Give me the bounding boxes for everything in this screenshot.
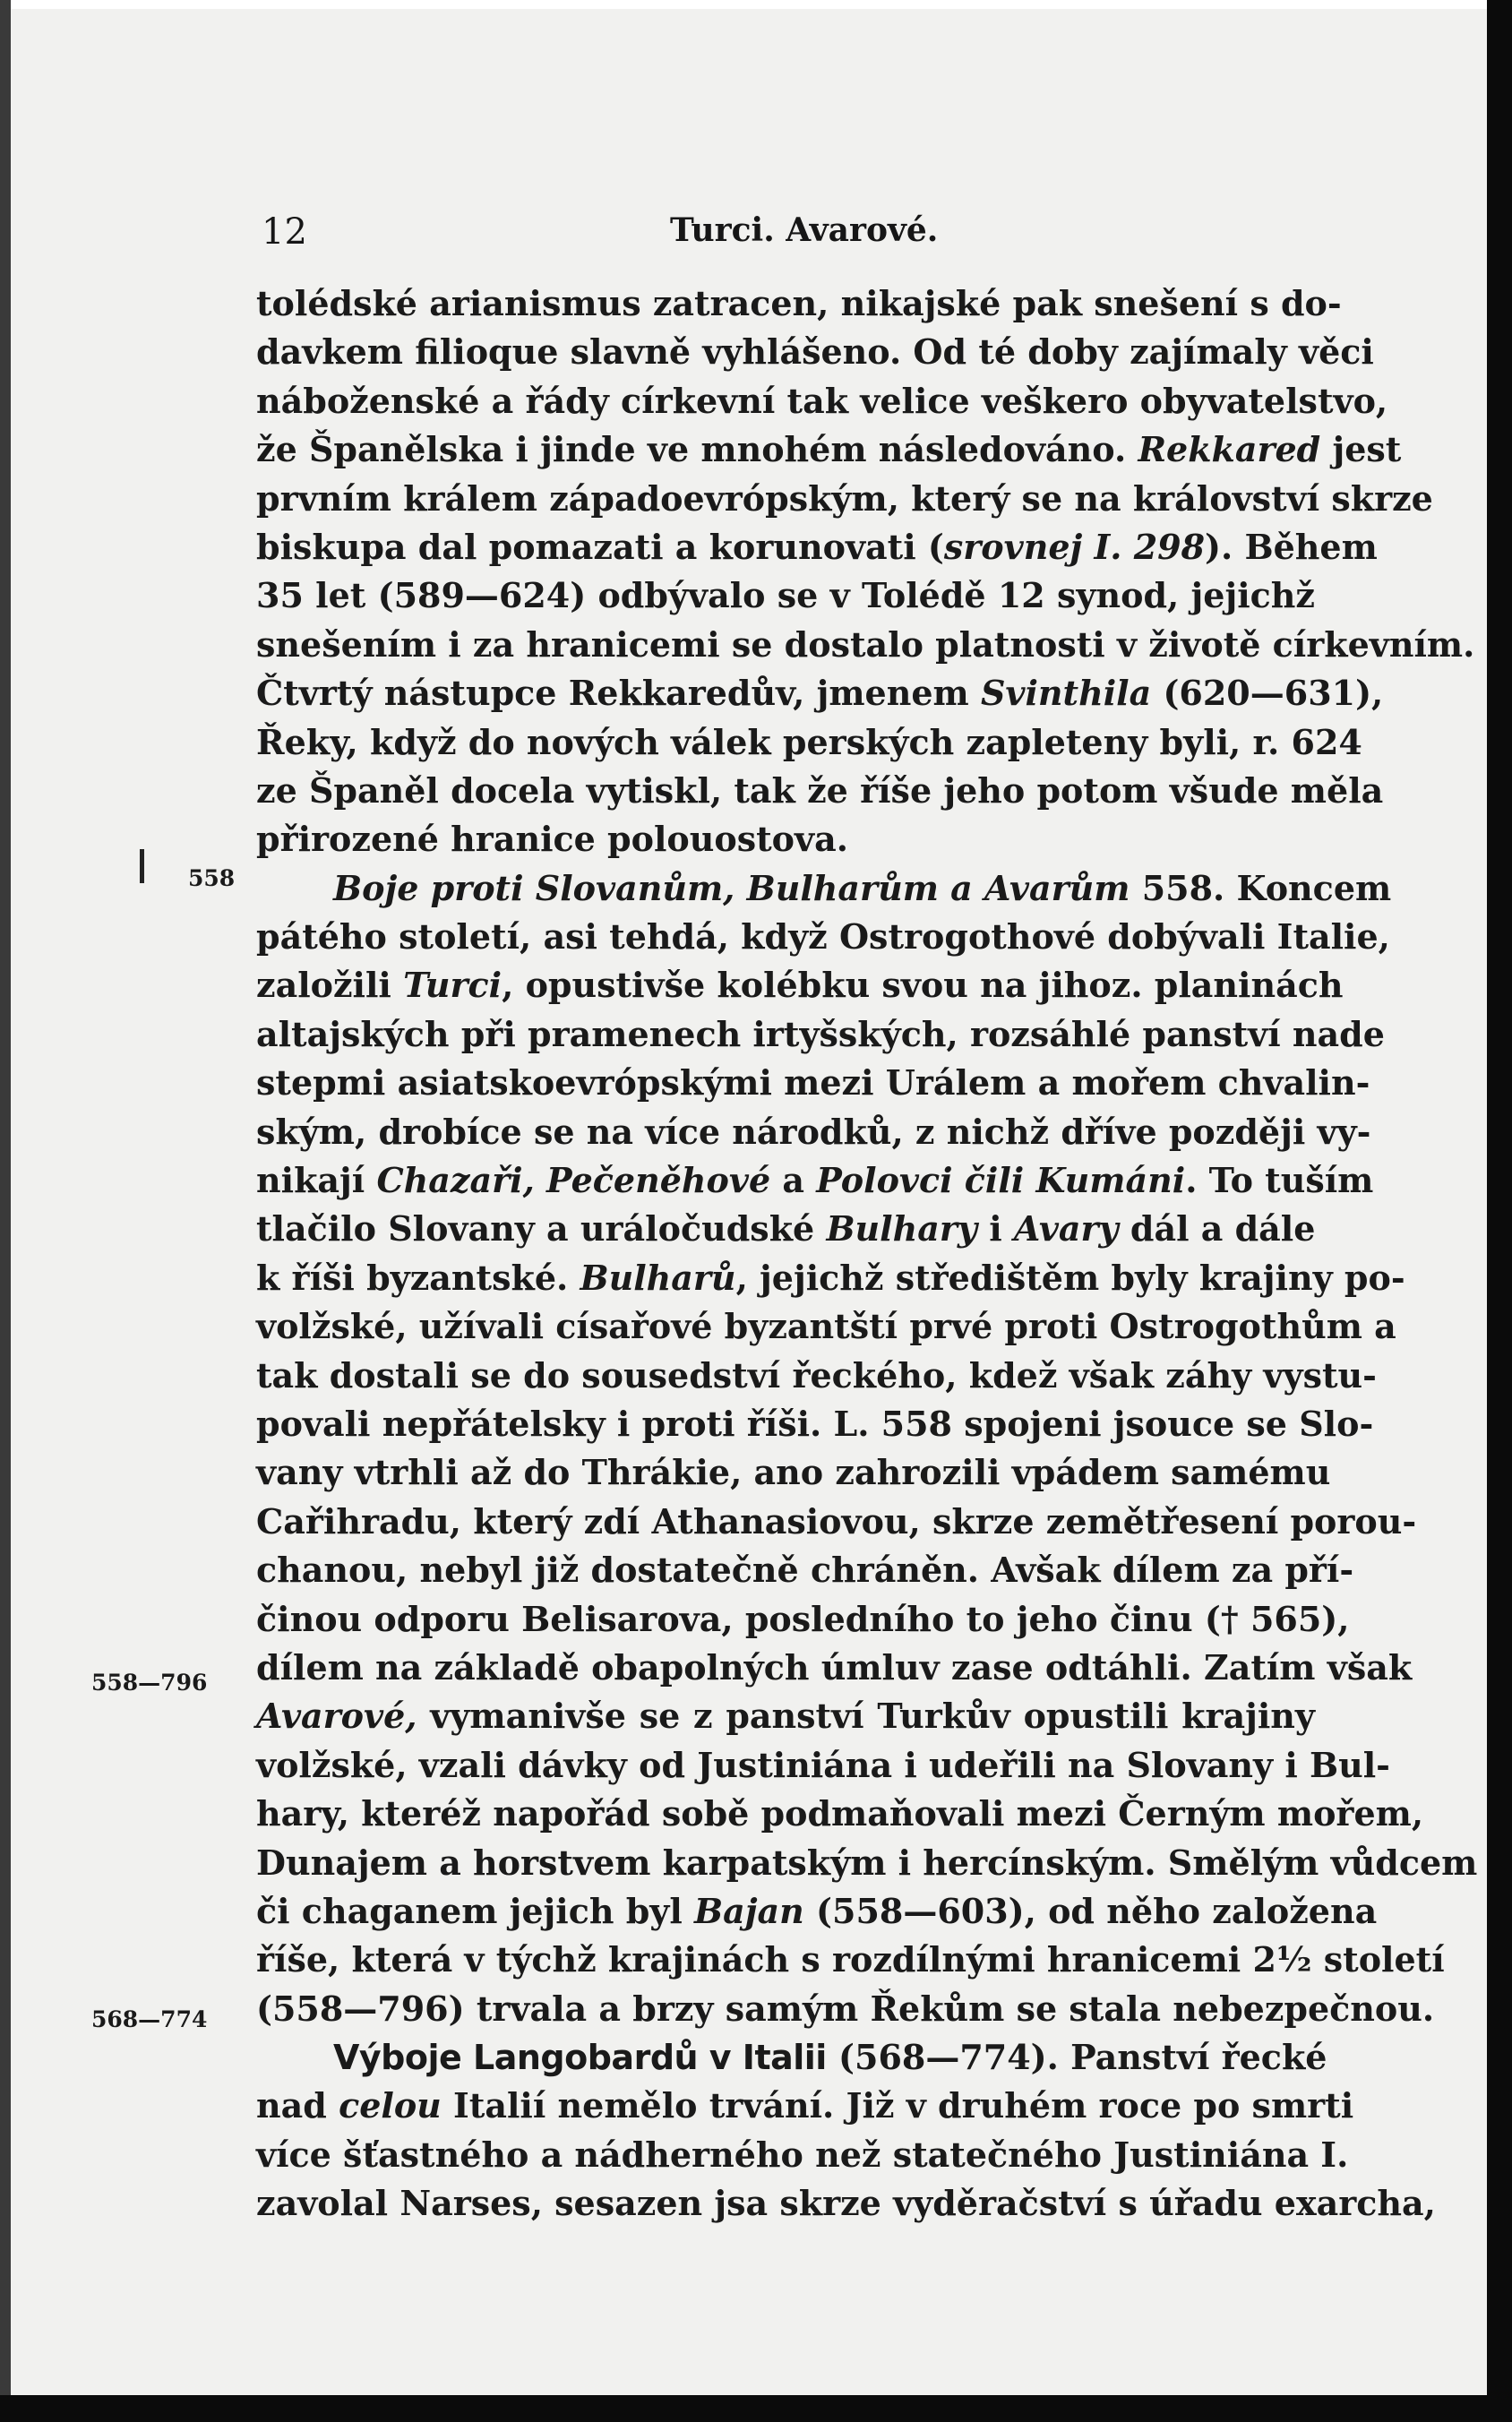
text-line: prvním králem západoevrópským, který se na království skrze bbox=[256, 477, 1433, 519]
text-line: 35 let (589—624) odbývalo se v Tolédě 12 synod, jejichž bbox=[256, 575, 1315, 616]
page-number: 12 bbox=[262, 211, 307, 253]
text-line: Řeky, když do nových válek perských zapleteny byli, r. 624 bbox=[256, 721, 1362, 762]
text-line: ze Španěl docela vytiskl, tak že říše jeho potom všude měla bbox=[256, 769, 1384, 811]
text-line: ským, drobíce se na více národků, z nichž dříve později vy- bbox=[256, 1111, 1371, 1152]
text-line: nad celou Italií nemělo trvání. Již v druhém roce po smrti bbox=[256, 2085, 1354, 2126]
scan-edge-right bbox=[1487, 0, 1512, 2422]
text-line: Dunajem a horstvem karpatským i hercínským. Smělým vůdcem bbox=[256, 1842, 1478, 1883]
text-line: stepmi asiatskoevrópskými mezi Urálem a mořem chvalin- bbox=[256, 1062, 1370, 1104]
page-header bbox=[258, 208, 1315, 262]
text-line: k říši byzantské. Bulharů, jejichž středištěm byly krajiny po- bbox=[256, 1257, 1405, 1298]
text-line: zavolal Narses, sesazen jsa skrze vyděračství s úřadu exarcha, bbox=[256, 2183, 1436, 2224]
text-line: chanou, nebyl již dostatečně chráněn. Avšak dílem za pří- bbox=[256, 1550, 1354, 1591]
text-line: nikají Chazaři, Pečeněhové a Polovci čili Kumáni. To tuším bbox=[256, 1160, 1374, 1201]
text-line: davkem filioque slavně vyhlášeno. Od té doby zajímaly věci bbox=[256, 331, 1374, 373]
running-title: Turci. Avarové. bbox=[670, 211, 939, 249]
text-line: povali nepřátelsky i proti říši. L. 558 spojeni jsouce se Slo- bbox=[256, 1403, 1374, 1444]
text-line: Cařihradu, který zdí Athanasiovou, skrze zemětřesení porou- bbox=[256, 1500, 1417, 1542]
scan-edge-bottom bbox=[0, 2395, 1512, 2422]
text-line: tak dostali se do sousedství řeckého, kdež však záhy vystu- bbox=[256, 1354, 1377, 1396]
text-line: přirozené hranice polouostova. bbox=[256, 819, 848, 860]
section-heading-line: Boje proti Slovanům, Bulharům a Avarům 558. Koncem bbox=[333, 867, 1392, 908]
text-line: altajských při pramenech irtyšských, rozsáhlé panství nade bbox=[256, 1013, 1385, 1054]
text-line: Avarové, vymanivše se z panství Turkův opustili krajiny bbox=[256, 1696, 1315, 1737]
text-line: říše, která v týchž krajinách s rozdílnými hranicemi 2½ století bbox=[256, 1939, 1445, 1980]
text-line: tlačilo Slovany a uráločudské Bulhary i Avary dál a dále bbox=[256, 1208, 1316, 1250]
text-line: volžské, užívali císařové byzantští prvé proti Ostrogothům a bbox=[256, 1306, 1396, 1347]
margin-note-558-796: 558—796 bbox=[91, 1670, 208, 1696]
text-line: biskupa dal pomazati a korunovati (srovnej I. 298). Během bbox=[256, 526, 1378, 567]
text-line: založili Turci, opustivše kolébku svou na jihoz. planinách bbox=[256, 965, 1344, 1006]
text-line: Čtvrtý nástupce Rekkaredův, jmenem Svinthila (620—631), bbox=[256, 673, 1384, 714]
margin-note-558: 558 bbox=[188, 865, 236, 891]
text-line: hary, kteréž napořád sobě podmaňovali mezi Černým mořem, bbox=[256, 1793, 1424, 1834]
text-line: (558—796) trvala a brzy samým Řekům se stala nebezpečnou. bbox=[256, 1988, 1435, 2029]
text-line: snešením i za hranicemi se dostalo platnosti v životě církevním. bbox=[256, 623, 1475, 665]
text-line: že Španělska i jinde ve mnohém následováno. Rekkared jest bbox=[256, 429, 1402, 470]
text-line: více šťastného a nádherného než statečného Justiniána I. bbox=[256, 2134, 1349, 2175]
text-line: volžské, vzali dávky od Justiniána i udeřili na Slovany i Bul- bbox=[256, 1744, 1390, 1785]
text-line: pátého století, asi tehdá, když Ostrogothové dobývali Italie, bbox=[256, 916, 1390, 958]
margin-note-568-774: 568—774 bbox=[91, 2006, 208, 2032]
text-line: náboženské a řády církevní tak velice veškero obyvatelstvo, bbox=[256, 380, 1388, 421]
text-line: dílem na základě obapolných úmluv zase odtáhli. Zatím však bbox=[256, 1646, 1413, 1688]
text-line: či chaganem jejich byl Bajan (558—603), od něho založena bbox=[256, 1890, 1378, 1931]
text-line: tolédské arianismus zatracen, nikajské pak snešení s do- bbox=[256, 283, 1342, 323]
section-heading-line: Výboje Langobardů v Italii (568—774). Panství řecké bbox=[333, 2037, 1327, 2078]
scan-edge-left bbox=[0, 0, 11, 2422]
text-line: vany vtrhli až do Thrákie, ano zahrozili vpádem samému bbox=[256, 1452, 1331, 1493]
body-text bbox=[256, 279, 1478, 2229]
text-line: činou odporu Belisarova, posledního to jeho činu († 565), bbox=[256, 1598, 1350, 1639]
margin-mark bbox=[140, 849, 144, 883]
